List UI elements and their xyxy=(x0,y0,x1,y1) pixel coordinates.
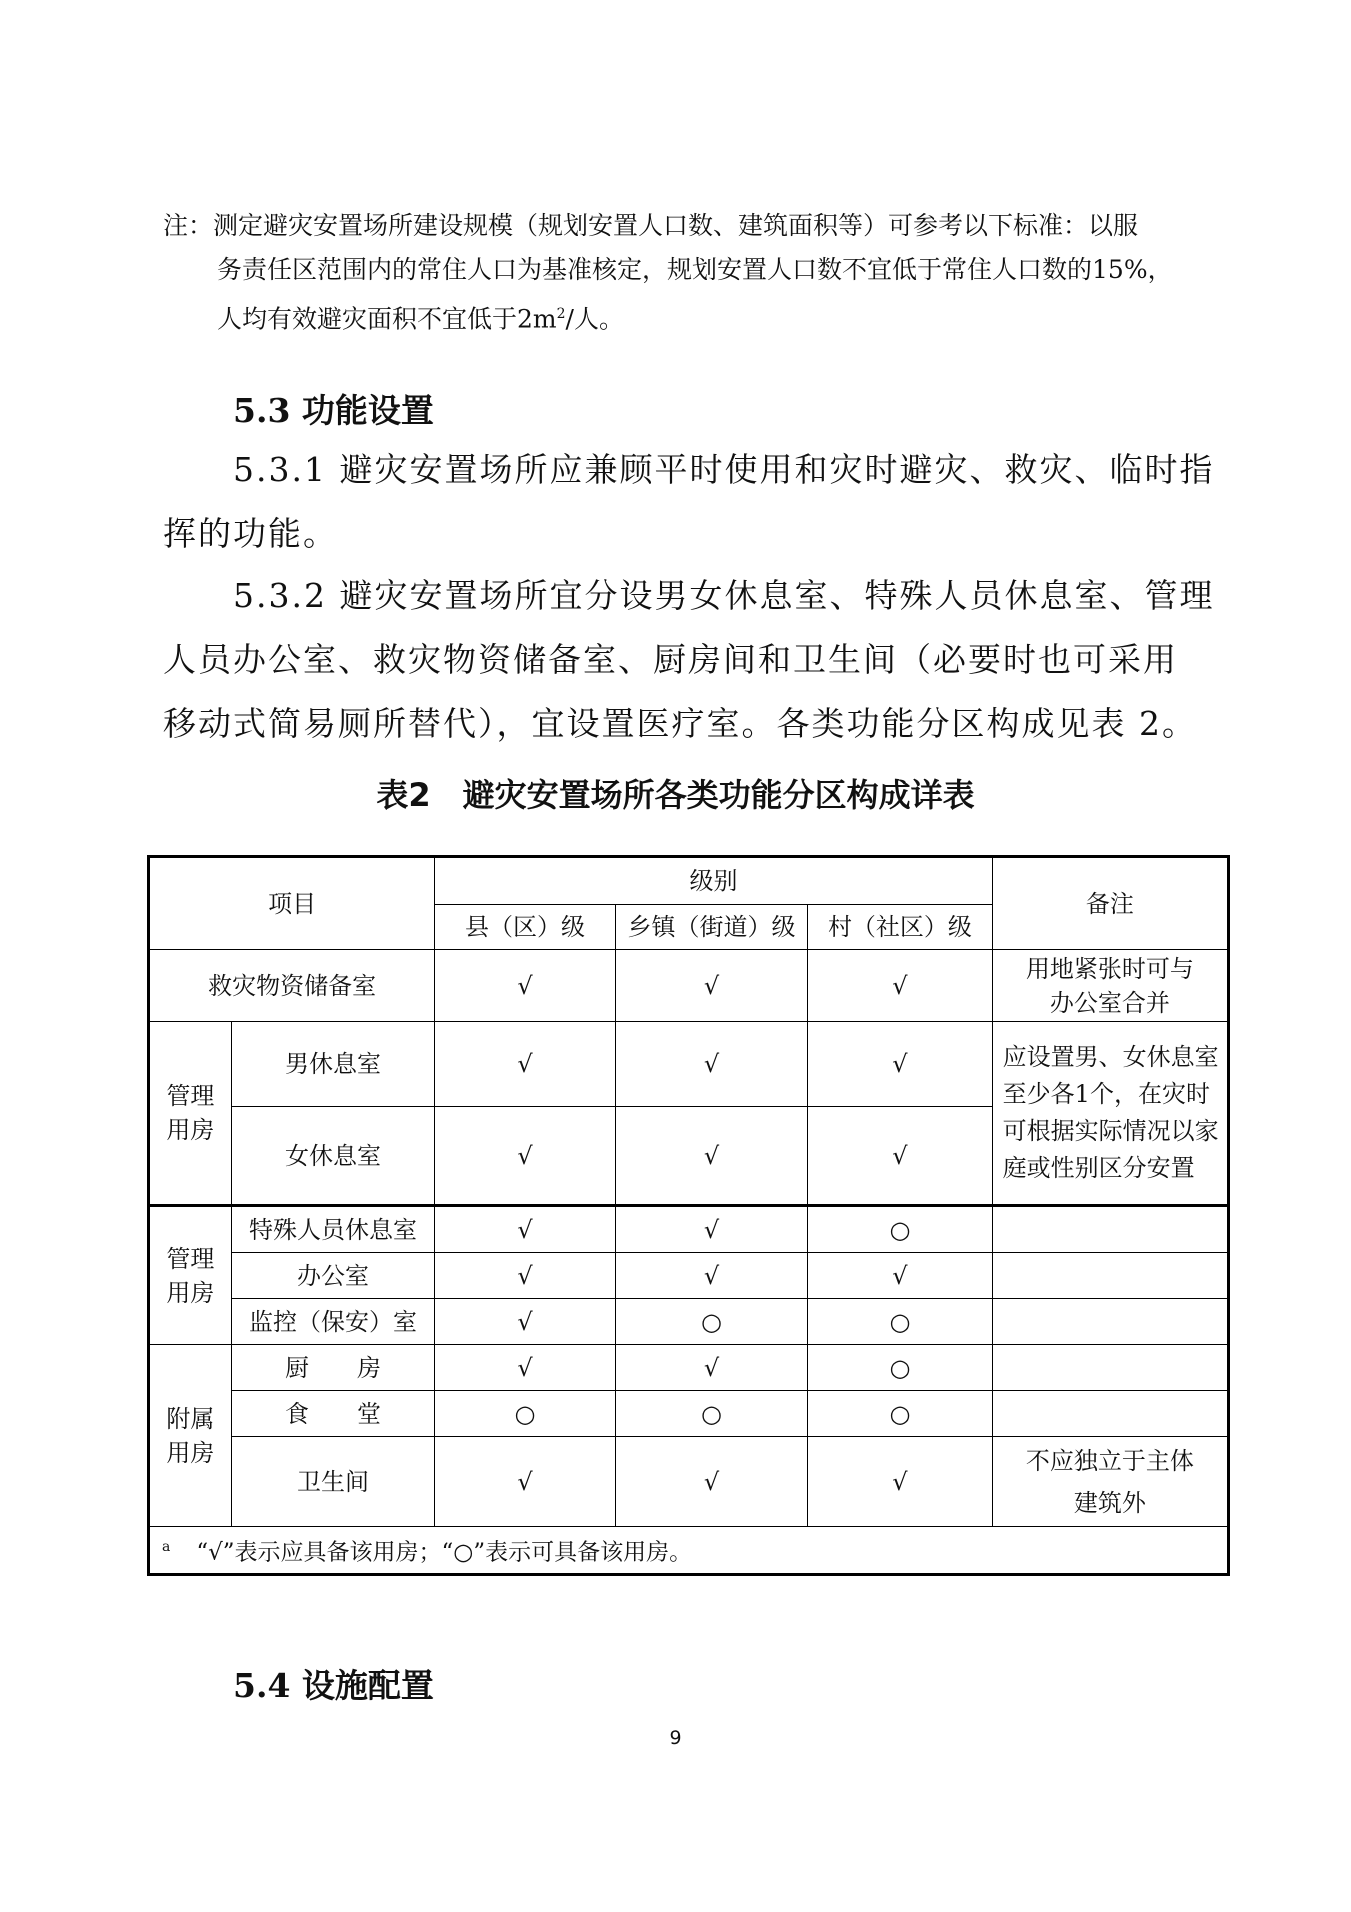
header-item: 项目 xyxy=(149,857,435,950)
note-line-3-end: /人。 xyxy=(565,304,624,334)
remark-cell xyxy=(992,1206,1228,1253)
mark-cell: √ xyxy=(808,1253,992,1299)
table-footnote xyxy=(149,1527,1229,1575)
mark-cell: √ xyxy=(435,1206,616,1253)
row-name: 男休息室 xyxy=(231,1022,434,1107)
mark-cell: √ xyxy=(435,1437,616,1527)
mark-cell: √ xyxy=(808,950,992,1022)
mark-cell: √ xyxy=(435,1299,616,1345)
mark-cell: ○ xyxy=(808,1206,992,1253)
paragraph-5-3-2 xyxy=(163,564,1223,756)
mark-cell: ○ xyxy=(615,1391,807,1437)
mark-cell: ○ xyxy=(615,1299,807,1345)
header-village: 村（社区）级 xyxy=(808,905,992,950)
note-line-3 xyxy=(163,292,1223,341)
row-name: 特殊人员休息室 xyxy=(231,1206,434,1253)
paragraph-line: 人员办公室、救灾物资储备室、厨房间和卫生间（必要时也可采用 xyxy=(163,640,1178,679)
mark-cell: √ xyxy=(435,1345,616,1391)
remark-cell xyxy=(992,1345,1228,1391)
header-remark: 备注 xyxy=(992,857,1228,950)
paragraph-line: 挥的功能。 xyxy=(163,514,338,553)
mark-cell: √ xyxy=(615,1345,807,1391)
row-name: 卫生间 xyxy=(231,1437,434,1527)
mark-cell: √ xyxy=(615,1022,807,1107)
row-name: 厨 房 xyxy=(231,1345,434,1391)
note-paragraph xyxy=(163,204,1223,341)
mark-cell: ○ xyxy=(808,1299,992,1345)
mark-cell: √ xyxy=(615,1437,807,1527)
mark-cell: ○ xyxy=(435,1391,616,1437)
footnote-text: “√”表示应具备该用房；“○”表示可具备该用房。 xyxy=(196,1539,693,1566)
section-heading-5-3: 5.3 功能设置 xyxy=(233,391,434,430)
row-name: 女休息室 xyxy=(231,1107,434,1206)
remark-line: 不应独立于主体 xyxy=(1025,1446,1194,1475)
paragraph-5-3-1 xyxy=(163,438,1223,566)
remark-line: 用地紧张时可与 xyxy=(1025,954,1194,983)
mark-cell: √ xyxy=(435,1253,616,1299)
mark-cell: √ xyxy=(615,950,807,1022)
mark-cell: ○ xyxy=(808,1391,992,1437)
remark-cell xyxy=(992,950,1228,1022)
mark-cell: √ xyxy=(615,1206,807,1253)
remark-cell xyxy=(992,1299,1228,1345)
table-title: 表2 避灾安置场所各类功能分区构成详表 xyxy=(376,776,975,814)
mark-cell: √ xyxy=(615,1253,807,1299)
row-name: 监控（保安）室 xyxy=(231,1299,434,1345)
mark-cell: √ xyxy=(435,1107,616,1206)
group-label: 管理 用房 xyxy=(149,1022,232,1206)
mark-cell: √ xyxy=(808,1107,992,1206)
note-line-3-text: 人均有效避灾面积不宜低于2m xyxy=(217,304,557,334)
header-level: 级别 xyxy=(435,857,992,905)
paragraph-line: 5.3.2 避灾安置场所宜分设男女休息室、特殊人员休息室、管理 xyxy=(233,576,1215,615)
mark-cell: √ xyxy=(435,1022,616,1107)
row-name: 食 堂 xyxy=(231,1391,434,1437)
header-county: 县（区）级 xyxy=(435,905,616,950)
mark-cell: √ xyxy=(435,950,616,1022)
mark-cell: ○ xyxy=(808,1345,992,1391)
section-heading-5-4: 5.4 设施配置 xyxy=(233,1666,434,1705)
mark-cell: √ xyxy=(808,1022,992,1107)
row-name: 办公室 xyxy=(231,1253,434,1299)
remark-cell xyxy=(992,1437,1228,1527)
function-zone-table xyxy=(147,855,1230,1576)
group-label: 附属 用房 xyxy=(149,1345,232,1527)
note-line-2: 务责任区范围内的常住人口为基准核定，规划安置人口数不宜低于常住人口数的15%， xyxy=(217,255,1173,284)
remark-cell xyxy=(992,1253,1228,1299)
group-label: 管理 用房 xyxy=(149,1206,232,1345)
header-town: 乡镇（街道）级 xyxy=(615,905,807,950)
page-number: 9 xyxy=(669,1727,682,1749)
remark-cell xyxy=(992,1391,1228,1437)
remark-cell: 应设置男、女休息室至少各1个，在灾时可根据实际情况以家庭或性别区分安置 xyxy=(992,1022,1228,1206)
note-line-1: 注：测定避灾安置场所建设规模（规划安置人口数、建筑面积等）可参考以下标准：以服 xyxy=(163,211,1139,240)
mark-cell: √ xyxy=(808,1437,992,1527)
footnote-mark: a xyxy=(162,1539,171,1556)
mark-cell: √ xyxy=(615,1107,807,1206)
remark-line: 建筑外 xyxy=(1073,1488,1146,1517)
remark-line: 办公室合并 xyxy=(1049,988,1170,1017)
row-name: 救灾物资储备室 xyxy=(149,950,435,1022)
paragraph-line: 5.3.1 避灾安置场所应兼顾平时使用和灾时避灾、救灾、临时指 xyxy=(233,450,1215,489)
superscript: 2 xyxy=(556,306,566,322)
paragraph-line: 移动式简易厕所替代），宜设置医疗室。各类功能分区构成见表 2。 xyxy=(163,704,1197,743)
